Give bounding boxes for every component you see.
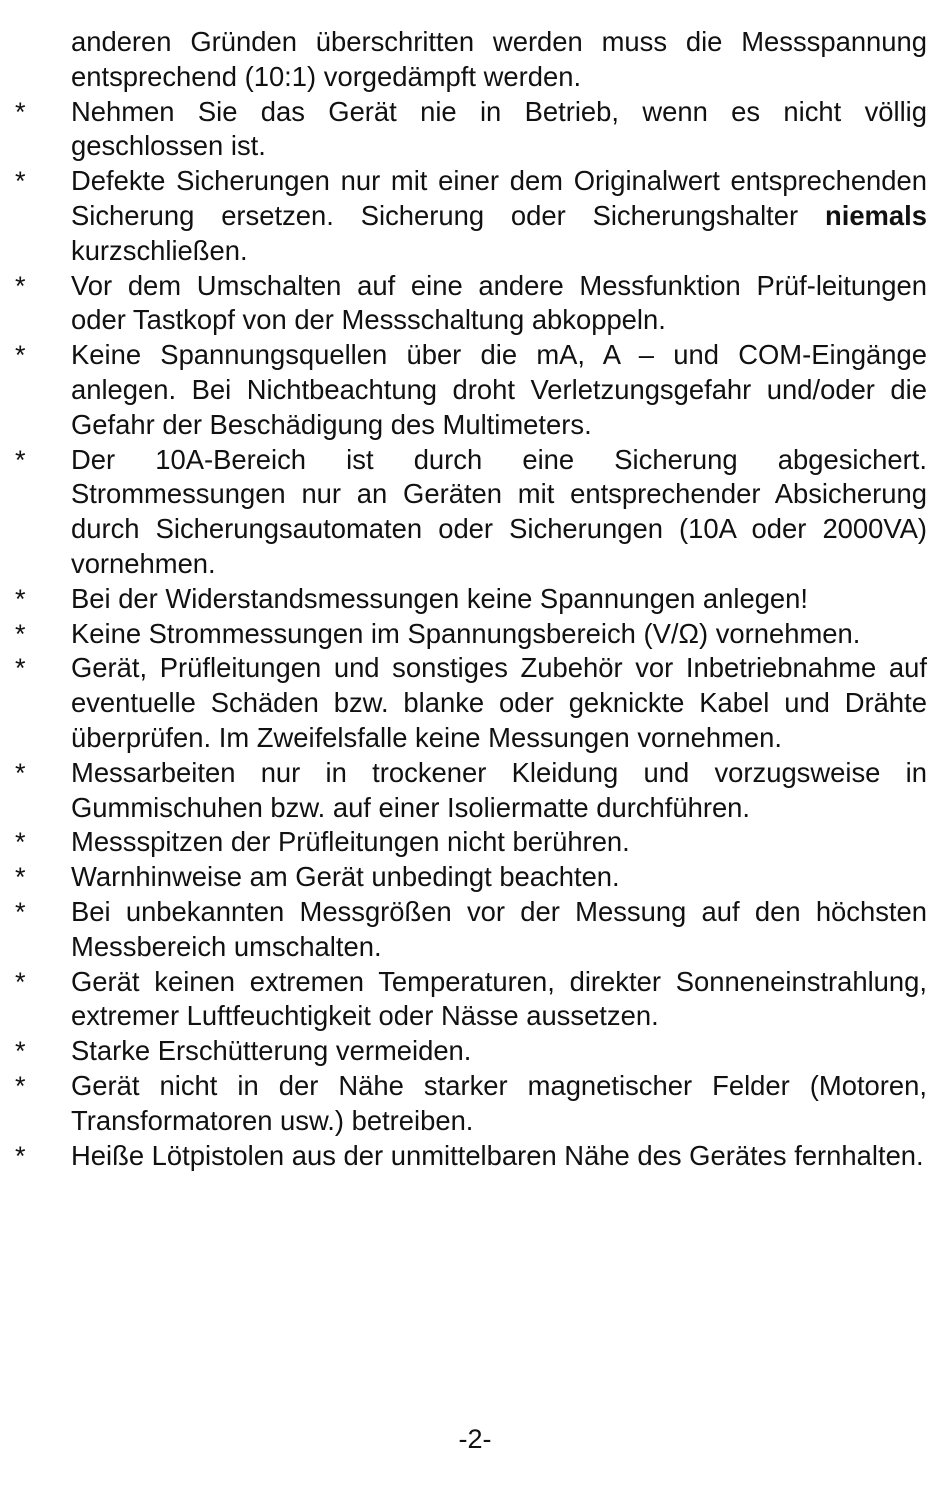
bullet-asterisk: * (15, 270, 26, 301)
bullet-asterisk: * (15, 1140, 26, 1171)
bullet-asterisk: * (15, 653, 26, 684)
bullet-asterisk: * (15, 340, 26, 371)
list-item (0, 582, 950, 617)
bullet-asterisk: * (15, 444, 26, 475)
list-item (0, 860, 950, 895)
list-item-text: Starke Erschütterung vermeiden. (71, 1035, 472, 1067)
list-item (0, 965, 950, 1035)
list-item-text: Heiße Lötpistolen aus der unmittelbaren Nähe des Gerätes fernhalten. (71, 1139, 924, 1171)
page-number: -2- (458, 1424, 492, 1454)
bullet-asterisk: * (15, 1036, 26, 1067)
text-segment: Defekte Sicherungen nur mit einer dem Originalwert entsprechenden Sicherung ersetzen. Sicherung oder Sicherungshalter (71, 165, 927, 231)
list-item-text: Bei unbekannten Messgrößen vor der Messung auf den höchsten Messbereich umschalten. (71, 895, 927, 962)
list-item-text (71, 164, 927, 268)
list-item (0, 1139, 950, 1174)
list-item (0, 825, 950, 860)
bullet-asterisk: * (15, 757, 26, 788)
list-item-text: Gerät keinen extremen Temperaturen, direkter Sonneneinstrahlung, extremer Luftfeuchtigkeit oder Nässe aussetzen. (71, 965, 927, 1032)
list-item (0, 895, 950, 965)
list-item-text: Bei der Widerstandsmessungen keine Spannungen anlegen! (71, 582, 809, 614)
text-segment: kurzschließen. (71, 234, 248, 266)
list-item (0, 1069, 950, 1139)
continuation-paragraph (0, 25, 950, 95)
list-item-text: Gerät nicht in der Nähe starker magnetischer Felder (Motoren, Transformatoren usw.) betreiben. (71, 1069, 927, 1136)
bullet-asterisk: * (15, 1070, 26, 1101)
list-item-text: Keine Strommessungen im Spannungsbereich (V/Ω) vornehmen. (71, 617, 861, 649)
list-item-text: Messspitzen der Prüfleitungen nicht berühren. (71, 826, 630, 858)
list-item (0, 1034, 950, 1069)
paragraph-text: anderen Gründen überschritten werden muss die Messspannung entsprechend (10:1) vorgedämpft werden. (71, 26, 927, 92)
list-item (0, 443, 950, 582)
list-item (0, 164, 950, 268)
list-item (0, 338, 950, 442)
list-item (0, 95, 950, 165)
list-item-text: Messarbeiten nur in trockener Kleidung und vorzugsweise in Gummischuhen bzw. auf einer Isoliermatte durchführen. (71, 756, 927, 823)
list-item-text: Vor dem Umschalten auf eine andere Messfunktion Prüf-leitungen oder Tastkopf von der Messschaltung abkoppeln. (71, 269, 927, 336)
bullet-asterisk: * (15, 96, 26, 127)
bullet-asterisk: * (15, 896, 26, 927)
safety-instructions-list (0, 25, 950, 1173)
list-item-text: Der 10A-Bereich ist durch eine Sicherung abgesichert. Strommessungen nur an Geräten mit entsprechender Absicherung durch Sicherungsautomaten oder Sicherungen (10A oder 2000VA) vornehmen. (71, 443, 927, 579)
list-item-text: Nehmen Sie das Gerät nie in Betrieb, wenn es nicht völlig geschlossen ist. (71, 95, 927, 162)
list-item-text: Warnhinweise am Gerät unbedingt beachten. (71, 861, 620, 893)
list-item (0, 269, 950, 339)
list-item (0, 756, 950, 826)
bullet-asterisk: * (15, 966, 26, 997)
list-item-text: Keine Spannungsquellen über die mA, A – und COM-Eingänge anlegen. Bei Nichtbeachtung droht Verletzungsgefahr und/oder die Gefahr der Beschädigung des Multimeters. (71, 339, 927, 440)
bullet-asterisk: * (15, 583, 26, 614)
bullet-asterisk: * (15, 618, 26, 649)
list-item (0, 617, 950, 652)
list-item-text: Gerät, Prüfleitungen und sonstiges Zubehör vor Inbetriebnahme auf eventuelle Schäden bzw. blanke oder geknickte Kabel und Drähte überprüfen. Im Zweifelsfalle keine Messungen vornehmen. (71, 652, 927, 753)
list-item (0, 651, 950, 755)
bullet-asterisk: * (15, 862, 26, 893)
bullet-asterisk: * (15, 827, 26, 858)
bullet-asterisk: * (15, 166, 26, 197)
emphasis-niemals: niemals (824, 199, 927, 231)
